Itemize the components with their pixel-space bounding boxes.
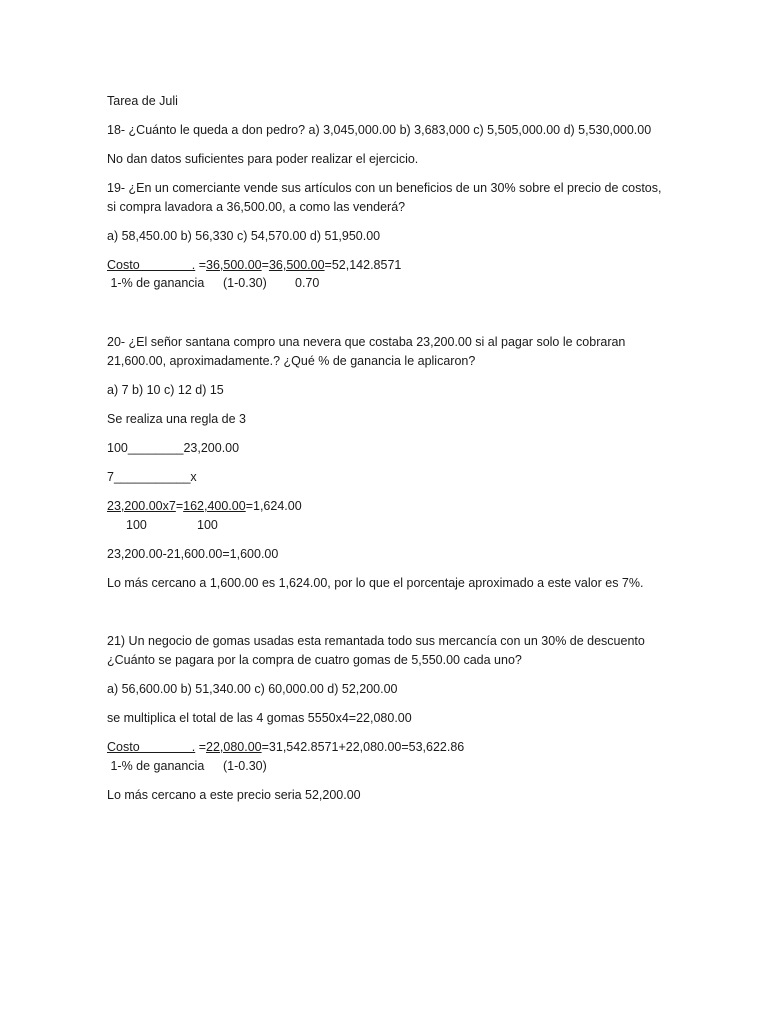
q19-formula-denominator <box>107 275 319 291</box>
q20-calc-den2: 100 <box>197 518 218 532</box>
q19-question-line1: 19- ¿En un comerciante vende sus artículos con un beneficios de un 30% sobre el precio de costos, <box>107 181 662 195</box>
q21-eq1: = <box>195 740 207 754</box>
q19-eq2: = <box>261 258 269 272</box>
q20-conclusion: Lo más cercano a 1,600.00 es 1,624.00, por lo que el porcentaje aproximado a este valor es 7%. <box>107 576 644 590</box>
q21-result: =31,542.8571+22,080.00=53,622.86 <box>261 740 465 754</box>
q21-conclusion: Lo más cercano a este precio seria 52,200.00 <box>107 788 361 802</box>
q19-options: a) 58,450.00 b) 56,330 c) 54,570.00 d) 51,950.00 <box>107 229 381 243</box>
q20-calc-a: 23,200.00x7 <box>107 499 176 513</box>
q19-eq1: = <box>195 258 207 272</box>
q19-den2: (1-0.30) <box>223 276 267 290</box>
q21-question-line2: ¿Cuánto se pagara por la compra de cuatro gomas de 5,550.00 cada uno? <box>107 653 522 667</box>
q20-question-line2: 21,600.00, aproximadamente.? ¿Qué % de ganancia le aplicaron? <box>107 354 476 368</box>
q19-formula-numerator <box>107 257 401 273</box>
q18-answer: No dan datos suficientes para poder realizar el ejercicio. <box>107 152 419 166</box>
q20-step1: Se realiza una regla de 3 <box>107 412 246 426</box>
q21-formula-denominator <box>107 758 267 774</box>
q19-costo: Costo . <box>107 258 196 272</box>
q18-question: 18- ¿Cuánto le queda a don pedro? a) 3,045,000.00 b) 3,683,000 c) 5,505,000.00 d) 5,530,000.00 <box>107 123 652 137</box>
q20-calc-eq: = <box>175 499 184 513</box>
q21-v1: 22,080.00 <box>206 740 262 754</box>
q19-question-line2: si compra lavadora a 36,500.00, a como las venderá? <box>107 200 406 214</box>
q19-v1: 36,500.00 <box>206 258 262 272</box>
q20-calc-b: 162,400.00 <box>183 499 246 513</box>
q21-formula-numerator <box>107 739 464 755</box>
q21-step1: se multiplica el total de las 4 gomas 5550x4=22,080.00 <box>107 711 412 725</box>
q20-step3: 7___________x <box>107 470 197 484</box>
q20-step2: 100________23,200.00 <box>107 441 240 455</box>
q21-options: a) 56,600.00 b) 51,340.00 c) 60,000.00 d) 52,200.00 <box>107 682 398 696</box>
q21-costo: Costo . <box>107 740 196 754</box>
q21-question-line1: 21) Un negocio de gomas usadas esta remantada todo sus mercancía con un 30% de descuento <box>107 634 645 648</box>
q20-options: a) 7 b) 10 c) 12 d) 15 <box>107 383 224 397</box>
q19-den1: 1-% de ganancia <box>107 276 205 290</box>
q19-result: =52,142.8571 <box>324 258 402 272</box>
q20-calc-numerator <box>107 498 302 514</box>
q20-calc-den1: 100 <box>126 518 147 532</box>
q20-calc-result: =1,624.00 <box>245 499 302 513</box>
q19-den3: 0.70 <box>295 276 320 290</box>
q21-den2: (1-0.30) <box>223 759 267 773</box>
q21-den1: 1-% de ganancia <box>107 759 205 773</box>
q20-calc-denominator <box>126 517 218 533</box>
doc-title: Tarea de Juli <box>107 94 178 108</box>
q19-v2: 36,500.00 <box>268 258 325 272</box>
q20-diff: 23,200.00-21,600.00=1,600.00 <box>107 547 279 561</box>
q20-question-line1: 20- ¿El señor santana compro una nevera que costaba 23,200.00 si al pagar solo le cobraran <box>107 335 626 349</box>
